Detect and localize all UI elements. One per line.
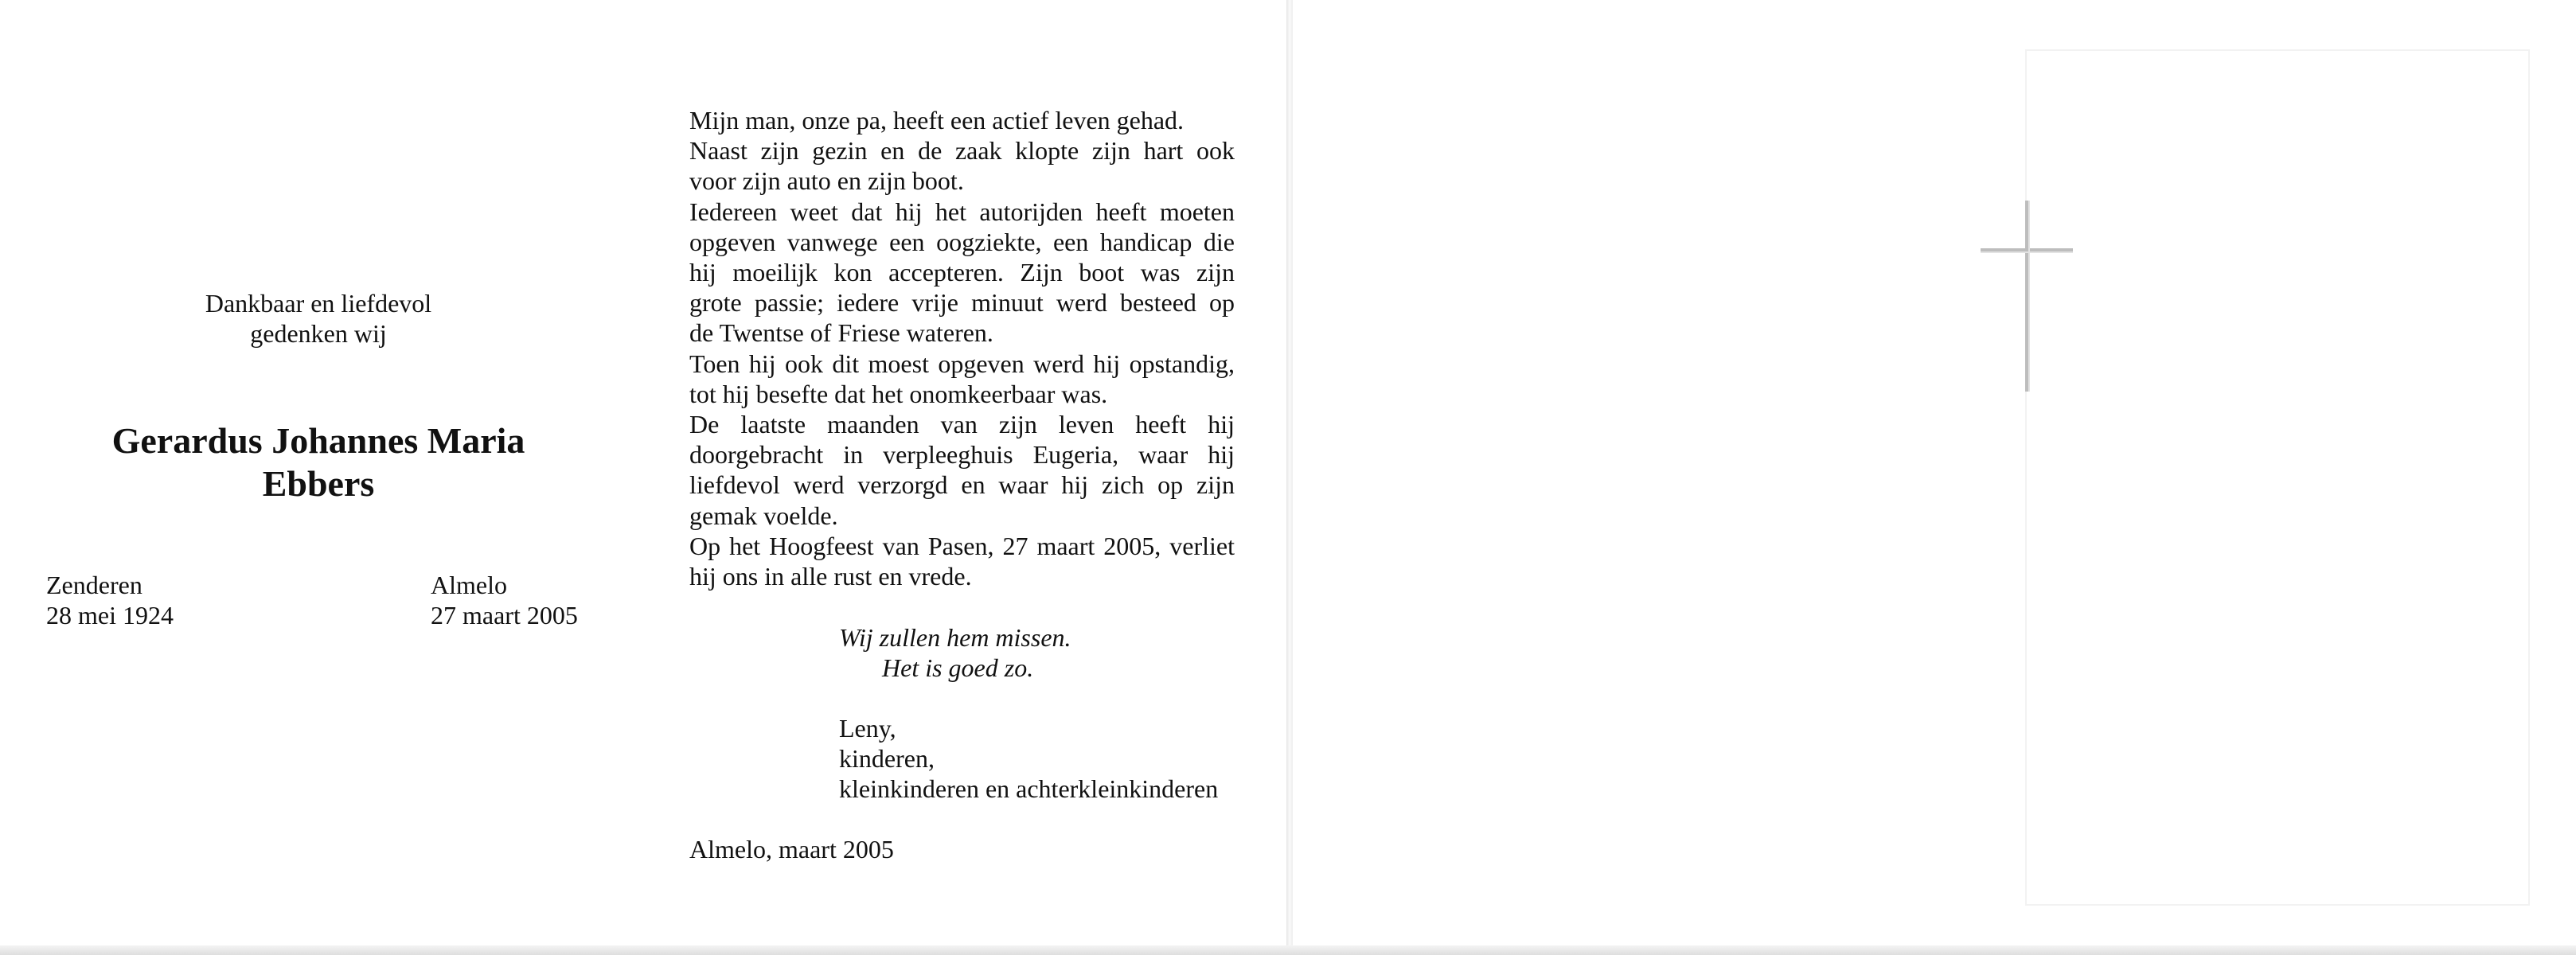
place-date: Almelo, maart 2005 bbox=[689, 835, 894, 863]
text-line: hij ons in alle rust en vrede. bbox=[689, 562, 972, 591]
birth-date: 28 mei 1924 bbox=[46, 601, 174, 630]
text-line: gemak voelde. bbox=[689, 501, 838, 530]
cover-frame bbox=[2025, 49, 2530, 906]
scan-bottom-edge bbox=[0, 945, 2576, 955]
text-line: hij moeilijk kon accepteren. Zijn boot was zijn bbox=[689, 258, 1235, 287]
signature-line-3: kleinkinderen en achterkleinkinderen bbox=[839, 774, 1219, 803]
deceased-name-line-1: Gerardus Johannes Maria bbox=[111, 420, 525, 461]
text-line: tot hij besefte dat het onomkeerbaar was. bbox=[689, 379, 1108, 408]
cross-horizontal-bar bbox=[1981, 248, 2073, 251]
text-line: voor zijn auto en zijn boot. bbox=[689, 166, 964, 196]
text-line: grote passie; iedere vrije minuut werd besteed op bbox=[689, 288, 1235, 318]
intro-line-1: Dankbaar en liefdevol bbox=[205, 289, 432, 318]
death-place: Almelo bbox=[431, 571, 507, 599]
quote-line-1: Wij zullen hem missen. bbox=[839, 623, 1071, 652]
birth-place: Zenderen bbox=[46, 571, 142, 599]
death-date: 27 maart 2005 bbox=[431, 601, 578, 630]
text-line: Iedereen weet dat hij het autorijden heeft moeten bbox=[689, 197, 1235, 226]
quote-line-2: Het is goed zo. bbox=[882, 653, 1034, 682]
text-line: opgeven vanwege een oogziekte, een handicap die bbox=[689, 227, 1235, 256]
text-line: Naast zijn gezin en de zaak klopte zijn hart ook bbox=[689, 136, 1235, 166]
signature-line-2: kinderen, bbox=[839, 744, 935, 773]
text-line: doorgebracht in verpleeghuis Eugeria, waar hij bbox=[689, 440, 1235, 470]
cross-icon bbox=[1981, 201, 2073, 392]
text-line: Mijn man, onze pa, heeft een actief leven gehad. bbox=[689, 106, 1185, 134]
text-line: Op het Hoogfeest van Pasen, 27 maart 2005, verliet bbox=[689, 531, 1235, 560]
card-fold bbox=[1286, 0, 1293, 955]
memorial-text bbox=[689, 105, 1235, 591]
text-line: De laatste maanden van zijn leven heeft hij bbox=[689, 410, 1235, 439]
signature-line-1: Leny, bbox=[839, 714, 896, 743]
text-line: liefdevol werd verzorgd en waar hij zich op zijn bbox=[689, 470, 1235, 500]
text-line: Toen hij ook dit moest opgeven werd hij opstandig, bbox=[689, 349, 1235, 378]
intro-line-2: gedenken wij bbox=[250, 319, 387, 348]
deceased-name-line-2: Ebbers bbox=[262, 463, 375, 504]
cross-vertical-bar bbox=[2025, 201, 2028, 392]
text-line: de Twentse of Friese wateren. bbox=[689, 318, 993, 348]
